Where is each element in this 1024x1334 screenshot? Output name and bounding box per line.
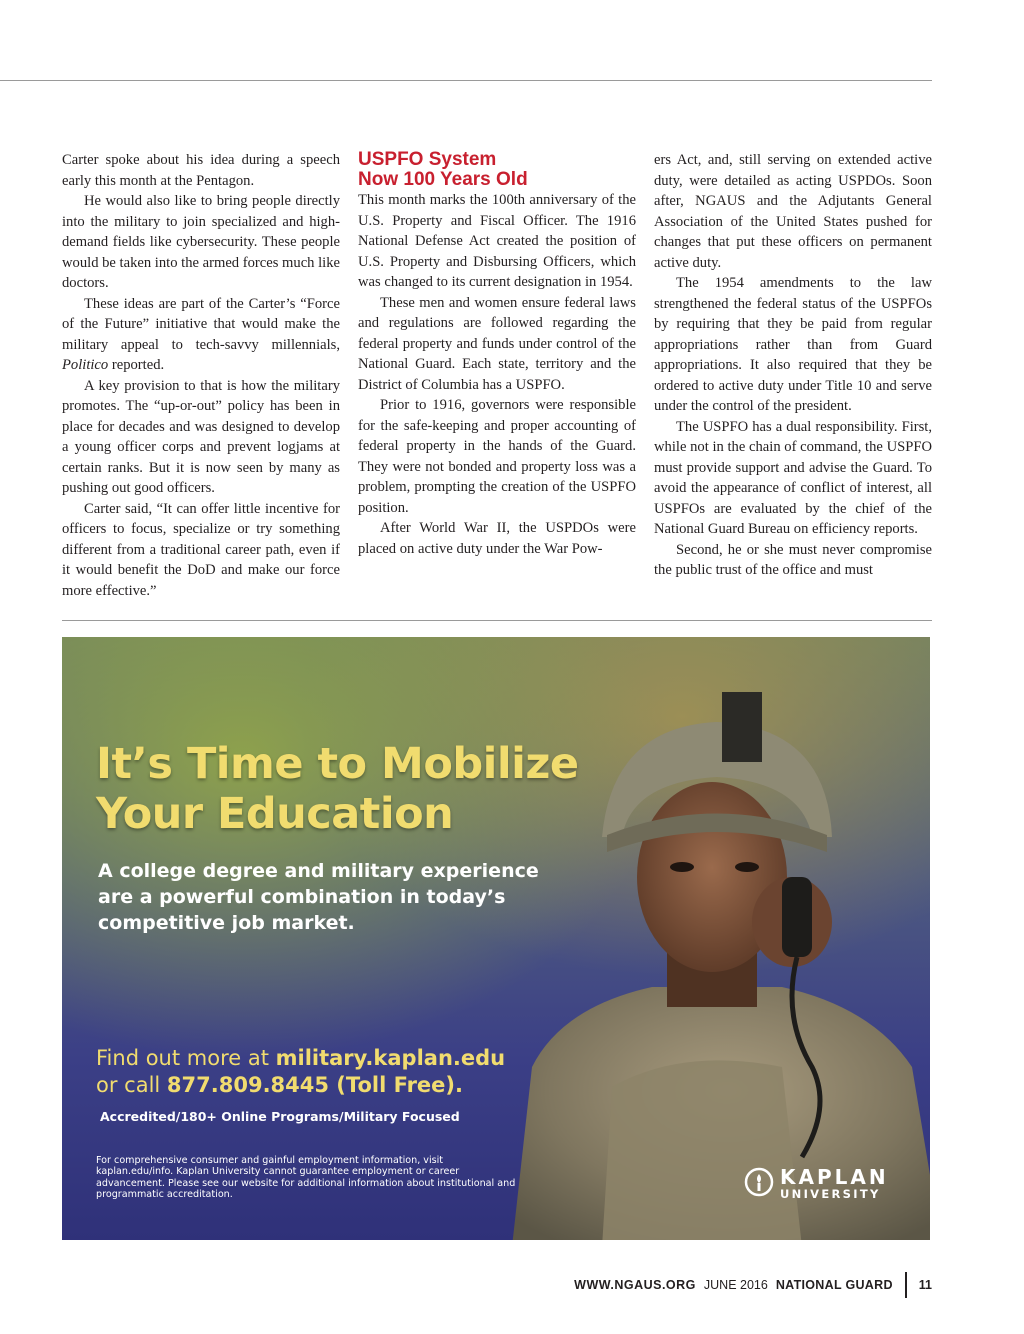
publication-name: Politico bbox=[62, 357, 109, 373]
headline-line: Now 100 Years Old bbox=[358, 169, 528, 190]
cta-line bbox=[96, 1072, 566, 1099]
footer-url[interactable]: WWW.NGAUS.ORG bbox=[574, 1278, 696, 1292]
kaplan-advertisement bbox=[62, 637, 930, 1240]
paragraph: Second, he or she must never compromise the public trust of the office and must bbox=[654, 541, 932, 578]
ad-call-to-action bbox=[96, 1045, 566, 1099]
article-column-1 bbox=[62, 150, 340, 601]
cta-text: or call bbox=[96, 1073, 167, 1097]
logo-name: KAPLAN bbox=[780, 1165, 889, 1189]
paragraph-text: These ideas are part of the Carter’s “Force of the Future” initiative that would make the military appeal to tech-savvy millennials, bbox=[62, 295, 340, 353]
ad-accreditation: Accredited/180+ Online Programs/Military Focused bbox=[100, 1109, 460, 1124]
paragraph: The USPFO has a dual responsibility. First, while not in the chain of command, the USPFO must provide support and advise the Guard. To avoid the appearance of conflict of interest, all USPFOs are evaluated by the chief of the National Guard Bureau on efficiency reports. bbox=[654, 418, 932, 537]
cta-text: Find out more at bbox=[96, 1046, 276, 1070]
paragraph: Carter spoke about his idea during a speech early this month at the Pentagon. bbox=[62, 152, 340, 189]
footer-magazine-name: NATIONAL GUARD bbox=[775, 1278, 893, 1292]
ad-url-link[interactable]: military.kaplan.edu bbox=[275, 1046, 506, 1070]
paragraph bbox=[62, 294, 340, 376]
paragraph: ers Act, and, still serving on extended active duty, were detailed as acting USPDOs. Soon after, NGAUS and the Adjutants General Association of the United States pushed for changes that put these officers on permanent active duty. bbox=[654, 152, 932, 271]
page-number: 11 bbox=[918, 1278, 932, 1292]
kaplan-logo bbox=[744, 1165, 904, 1205]
footer-divider bbox=[905, 1272, 907, 1298]
ad-fine-print: For comprehensive consumer and gainful employment information, visit kaplan.edu/info. Kaplan University cannot guarantee employment or career advancement. Please see our website for additional information about institutional and programmatic accreditation. bbox=[96, 1155, 516, 1200]
top-rule bbox=[0, 80, 932, 81]
article-column-3 bbox=[654, 150, 932, 581]
ad-headline-line: It’s Time to Mobilize bbox=[96, 739, 579, 789]
paragraph: Prior to 1916, governors were responsible for the safe-keeping and proper accounting of federal property in the hands of the Guard. They were not bonded and property loss was a problem, prompting the creation of the USPFO position. bbox=[358, 397, 636, 516]
ad-headline bbox=[96, 739, 636, 839]
page-footer bbox=[574, 1274, 932, 1296]
cta-line bbox=[96, 1045, 566, 1072]
paragraph: This month marks the 100th anniversary of the U.S. Property and Fiscal Officer. The 1916 National Defense Act created the position of U.S. Property and Disbursing Officers, which was changed to its current designation in 1954. bbox=[358, 192, 636, 290]
ad-subheadline: A college degree and military experience are a powerful combination in today’s competitive job market. bbox=[98, 860, 539, 934]
kaplan-lamp-icon bbox=[744, 1167, 774, 1197]
paragraph: These men and women ensure federal laws and regulations are followed regarding the federal property and funds under control of the National Guard. Each state, territory and the District of Columbia has a USPFO. bbox=[358, 294, 636, 393]
paragraph: A key provision to that is how the military promotes. The “up-or-out” policy has been in place for decades and was designed to develop a young officer corps and prevent logjams at certain ranks. But it is now seen by many as pushing out good officers. bbox=[62, 377, 340, 496]
ad-phone-number[interactable]: 877.809.8445 (Toll Free). bbox=[166, 1073, 463, 1097]
paragraph: He would also like to bring people directly into the military to join specialized and high-demand fields like cybersecurity. These people would be taken into the armed forces much like doctors. bbox=[62, 193, 341, 291]
article-column-2 bbox=[358, 150, 636, 559]
paragraph-text: reported. bbox=[111, 357, 165, 373]
ad-headline-line: Your Education bbox=[96, 789, 454, 839]
headline-line: USPFO System bbox=[358, 149, 497, 170]
paragraph: After World War II, the USPDOs were placed on active duty under the War Pow- bbox=[358, 520, 636, 557]
footer-date: JUNE 2016 bbox=[703, 1278, 768, 1292]
section-headline bbox=[358, 150, 636, 190]
paragraph: The 1954 amendments to the law strengthened the federal status of the USPFOs by requiring that they be paid from regular appropriations rather than from Guard appropriations. It also required that they be ordered to active duty under Title 10 and serve under the control of the president. bbox=[654, 275, 932, 414]
section-divider bbox=[62, 620, 932, 621]
logo-subtitle: UNIVERSITY bbox=[780, 1187, 881, 1201]
paragraph: Carter said, “It can offer little incentive for officers to focus, specialize or try something different from a traditional career path, even if it would benefit the DoD and make our force more effective.” bbox=[62, 500, 340, 599]
